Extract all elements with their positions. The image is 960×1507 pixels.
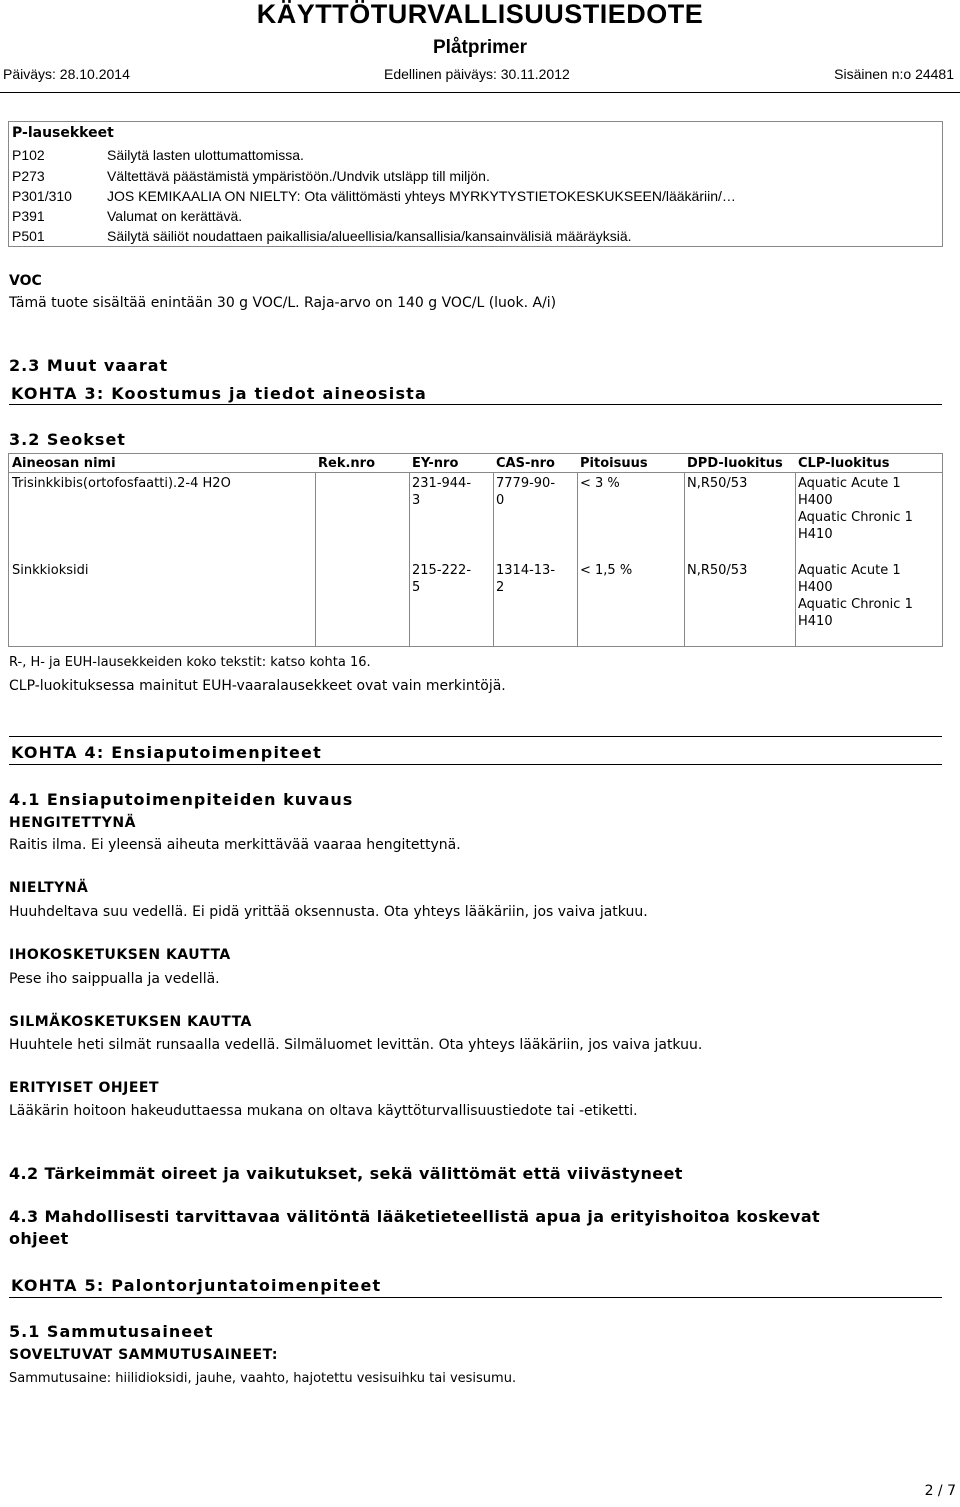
section-4-top-rule: [9, 736, 942, 737]
table-header-rule: [9, 472, 942, 473]
extinguishing-text: Sammutusaine: hiilidioksidi, jauhe, vaahto, hajotettu vesisuihku tai vesisumu.: [9, 1371, 517, 1386]
col-divider: [409, 472, 410, 646]
table-cell-ey: 3: [412, 493, 421, 508]
table-cell-name: Trisinkkibis(ortofosfaatti).2-4 H2O: [12, 476, 231, 491]
section-4-title: KOHTA 4: Ensiaputoimenpiteet: [11, 743, 322, 762]
section-3-rule: [9, 404, 942, 405]
table-cell-cas: 0: [496, 493, 505, 508]
table-cell-clp: Aquatic Acute 1: [798, 563, 901, 578]
p-text: Säilytä säiliöt noudattaen paikallisia/alueellisia/kansallisia/kansainvälisiä määräyksiä.: [107, 228, 632, 244]
table-cell-name: Sinkkioksidi: [12, 563, 89, 578]
first-aid-text: Raitis ilma. Ei yleensä aiheuta merkittävää vaaraa hengitettynä.: [9, 837, 461, 853]
document-title: KÄYTTÖTURVALLISUUSTIEDOTE: [256, 0, 704, 29]
first-aid-heading: IHOKOSKETUKSEN KAUTTA: [9, 947, 231, 963]
column-header: CLP-luokitus: [798, 456, 890, 471]
p-statements-heading: P-lausekkeet: [12, 125, 114, 141]
col-divider: [493, 472, 494, 646]
table-cell-dpd: N,R50/53: [687, 563, 748, 578]
p-code: P273: [12, 168, 45, 184]
section-4-3-heading: 4.3 Mahdollisesti tarvittavaa välitöntä lääketieteellistä apua ja erityishoitoa koskevat: [9, 1207, 821, 1226]
p-text: Säilytä lasten ulottumattomissa.: [107, 147, 304, 163]
p-code: P102: [12, 147, 45, 163]
p-code: P301/310: [12, 188, 72, 204]
table-cell-concentration: < 3 %: [580, 476, 620, 491]
voc-text: Tämä tuote sisältää enintään 30 g VOC/L. Raja-arvo on 140 g VOC/L (luok. A/i): [9, 295, 557, 311]
table-cell-cas: 2: [496, 580, 505, 595]
column-header: CAS-nro: [496, 456, 555, 471]
p-code: P391: [12, 208, 45, 224]
table-cell-clp: H410: [798, 614, 833, 629]
table-cell-dpd: N,R50/53: [687, 476, 748, 491]
product-name: Plåtprimer: [433, 37, 527, 58]
date: Päiväys: 28.10.2014: [3, 66, 130, 82]
section-4-3-heading: ohjeet: [9, 1229, 69, 1248]
table-cell-ey: 215-222-: [412, 563, 472, 578]
section-4-rule: [9, 764, 942, 765]
section-3-note: R-, H- ja EUH-lausekkeiden koko tekstit: katso kohta 16.: [9, 655, 371, 670]
voc-heading: VOC: [9, 273, 42, 289]
column-header: Pitoisuus: [580, 456, 648, 471]
column-header: EY-nro: [412, 456, 459, 471]
first-aid-text: Lääkärin hoitoon hakeuduttaessa mukana on oltava käyttöturvallisuustiedote tai -etiketti.: [9, 1103, 638, 1119]
first-aid-text: Huuhdeltava suu vedellä. Ei pidä yrittää oksennusta. Ota yhteys lääkäriin, jos vaiva jatkuu.: [9, 904, 648, 920]
section-2-3-heading: 2.3 Muut vaarat: [9, 356, 169, 375]
section-5-rule: [9, 1297, 942, 1298]
table-cell-clp: Aquatic Acute 1: [798, 476, 901, 491]
col-divider: [684, 472, 685, 646]
p-text: Valumat on kerättävä.: [107, 208, 243, 224]
table-cell-cas: 7779-90-: [496, 476, 556, 491]
p-text: Vältettävä päästämistä ympäristöön./Undvik utsläpp till miljön.: [107, 168, 490, 184]
first-aid-heading: NIELTYNÄ: [9, 880, 89, 896]
first-aid-text: Huuhtele heti silmät runsaalla vedellä. Silmäluomet levittän. Ota yhteys lääkäriin, jos vaiva jatkuu.: [9, 1037, 703, 1053]
table-cell-ey: 231-944-: [412, 476, 472, 491]
section-3-note: CLP-luokituksessa mainitut EUH-vaaralausekkeet ovat vain merkintöjä.: [9, 678, 506, 694]
section-3-title: KOHTA 3: Koostumus ja tiedot aineosista: [11, 384, 428, 403]
section-3-2-heading: 3.2 Seokset: [9, 430, 126, 449]
table-cell-ey: 5: [412, 580, 421, 595]
first-aid-heading: ERITYISET OHJEET: [9, 1080, 160, 1096]
table-cell-clp: H410: [798, 527, 833, 542]
column-header: Aineosan nimi: [12, 456, 116, 471]
previous-date: Edellinen päiväys: 30.11.2012: [384, 66, 570, 82]
table-cell-cas: 1314-13-: [496, 563, 556, 578]
table-cell-clp: Aquatic Chronic 1: [798, 510, 913, 525]
first-aid-heading: HENGITETTYNÄ: [9, 815, 136, 831]
internal-number: Sisäinen n:o 24481: [834, 66, 954, 82]
section-5-1-heading: 5.1 Sammutusaineet: [9, 1322, 214, 1341]
first-aid-text: Pese iho saippualla ja vedellä.: [9, 971, 220, 987]
table-cell-clp: H400: [798, 580, 833, 595]
column-header: Rek.nro: [318, 456, 376, 471]
page-number: 2 / 7: [924, 1483, 956, 1499]
col-divider: [577, 472, 578, 646]
table-cell-concentration: < 1,5 %: [580, 563, 633, 578]
column-header: DPD-luokitus: [687, 456, 783, 471]
extinguishing-heading: SOVELTUVAT SAMMUTUSAINEET:: [9, 1347, 279, 1363]
section-4-1-heading: 4.1 Ensiaputoimenpiteiden kuvaus: [9, 790, 354, 809]
first-aid-heading: SILMÄKOSKETUKSEN KAUTTA: [9, 1014, 252, 1030]
table-cell-clp: H400: [798, 493, 833, 508]
header-rule: [0, 92, 960, 93]
section-4-2-heading: 4.2 Tärkeimmät oireet ja vaikutukset, sekä välittömät että viivästyneet: [9, 1164, 683, 1183]
col-divider: [795, 472, 796, 646]
p-text: JOS KEMIKAALIA ON NIELTY: Ota välittömästi yhteys MYRKYTYSTIETOKESKUKSEEN/lääkäriin/…: [107, 188, 736, 204]
p-code: P501: [12, 228, 45, 244]
col-divider: [315, 472, 316, 646]
section-5-title: KOHTA 5: Palontorjuntatoimenpiteet: [11, 1276, 382, 1295]
table-cell-clp: Aquatic Chronic 1: [798, 597, 913, 612]
